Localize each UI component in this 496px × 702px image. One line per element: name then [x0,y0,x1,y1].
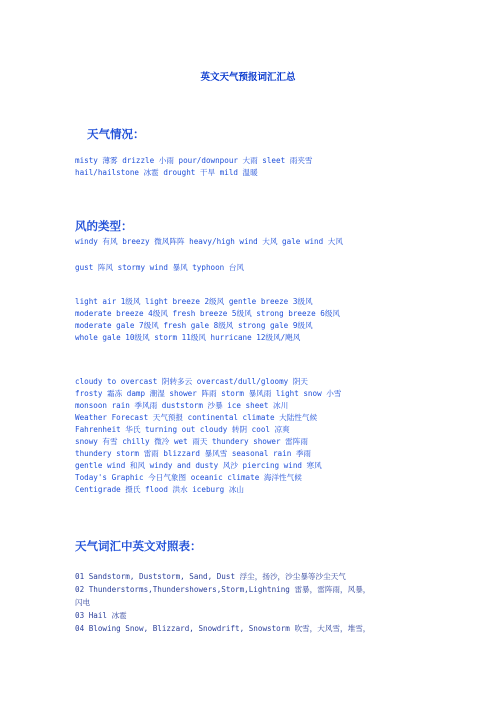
glossary-line: 02 Thunderstorms,Thundershowers,Storm,Lightning 雷暴，雷阵雨，风暴， [75,585,371,594]
text-line: monsoon rain 季风雨 duststorm 沙暴 ice sheet 冰川 [75,401,289,410]
text-line: Weather Forecast 天气预报 continental climate 大陆性气候 [75,413,318,422]
text-line: misty 薄雾 drizzle 小雨 pour/downpour 大雨 sleet 雨夹雪 [75,156,313,165]
text-line: Fahrenheit 华氏 turning out cloudy 转阴 cool 凉爽 [75,425,290,434]
text-line: Today's Graphic 今日气象图 oceanic climate 海洋性气候 [75,473,302,482]
section-heading-weather: 天气情况： [87,127,145,141]
text-line: moderate breeze 4级风 fresh breeze 5级风 strong breeze 6级风 [75,309,341,318]
text-line: gentle wind 和风 windy and dusty 风沙 piercing wind 寒风 [75,461,322,470]
glossary-line: 闪电 [75,598,91,607]
text-line: Centigrade 摄氏 flood 洪水 iceburg 冰山 [75,485,245,494]
text-line: windy 有风 breezy 微风阵阵 heavy/high wind 大风 gale wind 大风 [75,237,343,246]
glossary-line: 04 Blowing Snow, Blizzard, Snowdrift, Snowstorm 吹雪，大风雪，堆雪， [75,624,371,633]
glossary-line: 03 Hail 冰雹 [75,611,127,620]
text-line: frosty 霜冻 damp 潮湿 shower 阵雨 storm 暴风雨 light snow 小雪 [75,389,342,398]
text-line: moderate gale 7级风 fresh gale 8级风 strong gale 9级风 [75,321,313,330]
document-title: 英文天气预报词汇汇总 [200,72,296,83]
glossary-line: 01 Sandstorm, Duststorm, Sand, Dust 浮尘，扬沙，沙尘暴等沙尘天气 [75,572,346,581]
text-line: thundery storm 雷雨 blizzard 暴风雪 seasonal rain 季雨 [75,449,312,458]
section-heading-glossary: 天气词汇中英文对照表： [75,539,202,553]
text-line: light air 1级风 light breeze 2级风 gentle breeze 3级风 [75,297,313,306]
text-line: whole gale 10级风 storm 11级风 hurricane 12级风/飓风 [75,333,301,342]
text-line: snowy 有雪 chilly 微冷 wet 雨天 thundery shower 雷阵雨 [75,437,308,446]
text-line: cloudy to overcast 阴转多云 overcast/dull/gloomy 阴天 [75,377,309,386]
text-line: hail/hailstone 冰雹 drought 干旱 mild 温暖 [75,168,258,177]
section-heading-wind: 风的类型： [75,219,133,233]
text-line: gust 阵风 stormy wind 暴风 typhoon 台风 [75,263,245,272]
